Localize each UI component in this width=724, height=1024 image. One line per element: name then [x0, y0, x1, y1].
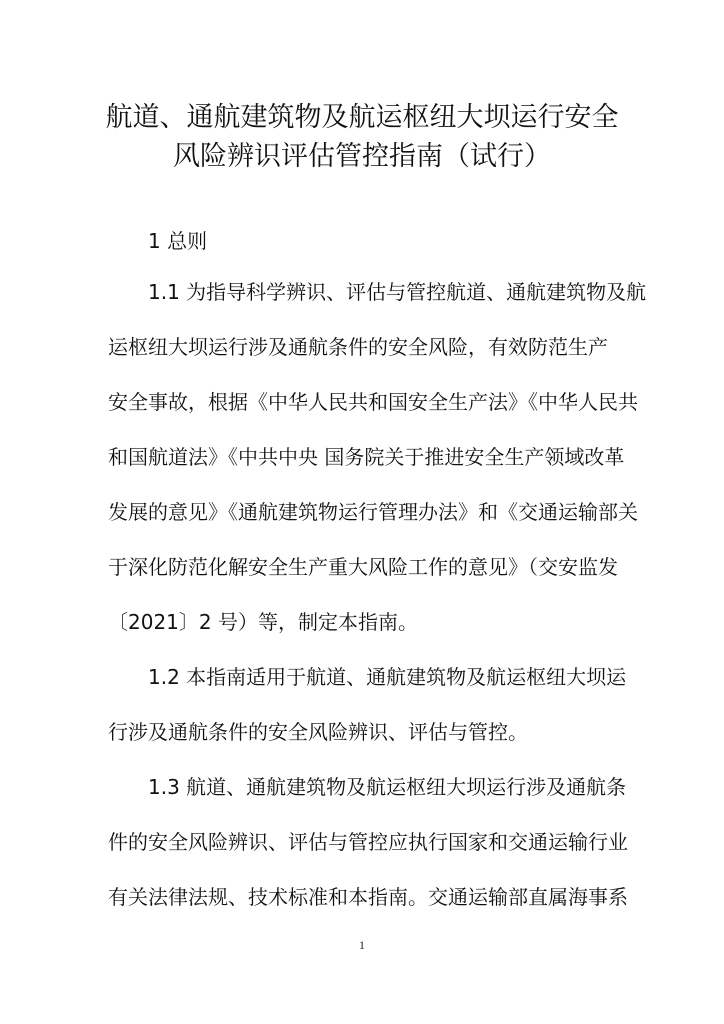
paragraph-3-line-1: 1.3 航道、通航建筑物及航运枢纽大坝运行涉及通航条 — [148, 775, 627, 799]
page-number: 1 — [359, 938, 365, 952]
document-title — [0, 98, 724, 176]
paragraph-3-line-2: 件的安全风险辨识、评估与管控应执行国家和交通运输行业 — [108, 830, 628, 854]
paragraph-1-line-3: 安全事故，根据《中华人民共和国安全生产法》《中华人民共 — [108, 390, 638, 414]
paragraph-1-line-2: 运枢纽大坝运行涉及通航条件的安全风险，有效防范生产 — [108, 335, 608, 359]
paragraph-1-line-4: 和国航道法》《中共中央 国务院关于推进安全生产领域改革 — [108, 445, 625, 469]
paragraph-1-line-6: 于深化防范化解安全生产重大风险工作的意见》（交安监发 — [108, 555, 618, 579]
paragraph-2-line-2: 行涉及通航条件的安全风险辨识、评估与管控。 — [108, 720, 528, 744]
paragraph-1-line-5: 发展的意见》《通航建筑物运行管理办法》和《交通运输部关 — [108, 500, 638, 524]
title-line-1: 航道、通航建筑物及航运枢纽大坝运行安全 — [105, 102, 619, 133]
title-line-2: 风险辨识评估管控指南（试行） — [173, 141, 551, 172]
paragraph-3-line-3: 有关法律法规、技术标准和本指南。交通运输部直属海事系 — [108, 885, 628, 909]
paragraph-1-line-1: 1.1 为指导科学辨识、评估与管控航道、通航建筑物及航 — [148, 280, 647, 304]
paragraph-1-line-7: 〔2021〕2 号）等，制定本指南。 — [108, 610, 418, 634]
section-heading: 1 总则 — [148, 229, 208, 253]
paragraph-2-line-1: 1.2 本指南适用于航道、通航建筑物及航运枢纽大坝运 — [148, 665, 627, 689]
